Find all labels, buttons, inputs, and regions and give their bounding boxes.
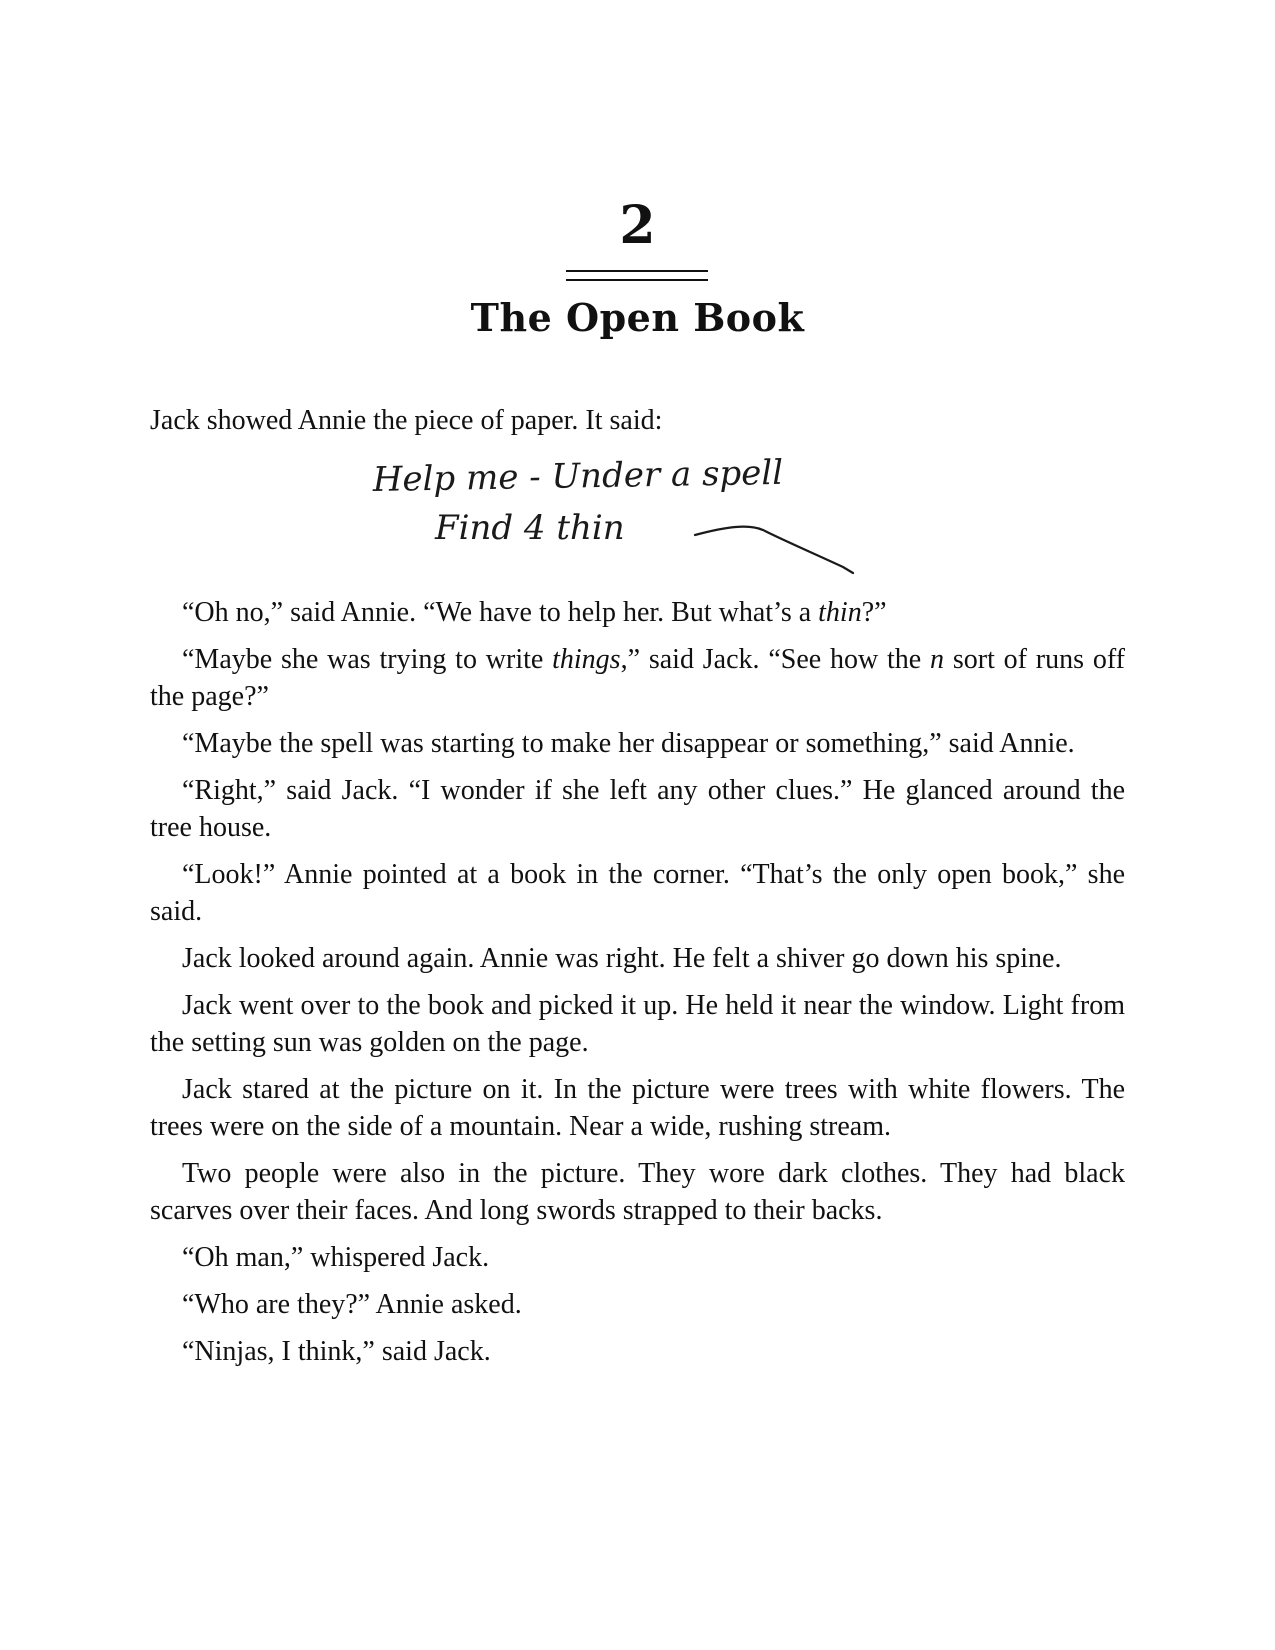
- note-line-2: Find 4 thin: [435, 508, 625, 548]
- paragraph: “Who are they?” Annie asked.: [182, 1289, 522, 1320]
- handwritten-note: [150, 449, 1125, 584]
- note-line-1: Help me - Under a spell: [372, 452, 784, 500]
- paragraph: “Oh no,” said Annie. “We have to help her. But what’s a thin?”: [182, 597, 887, 628]
- chapter-divider-bottom: [566, 279, 708, 281]
- chapter-divider-top: [566, 270, 708, 272]
- paragraph: Jack went over to the book and picked it up. He held it near the window. Light from the setting sun was golden on the page.: [150, 990, 1125, 1058]
- handwritten-note-image: [365, 449, 905, 579]
- paragraph: Jack showed Annie the piece of paper. It said:: [150, 405, 663, 436]
- paragraph: Jack stared at the picture on it. In the picture were trees with white flowers. The trees were on the side of a mountain. Near a wide, rushing stream.: [150, 1074, 1125, 1142]
- paragraph: “Maybe the spell was starting to make her disappear or something,” said Annie.: [182, 728, 1075, 759]
- paragraph: “Look!” Annie pointed at a book in the corner. “That’s the only open book,” she said.: [150, 859, 1125, 927]
- paragraph: “Oh man,” whispered Jack.: [182, 1242, 490, 1273]
- paragraph: “Right,” said Jack. “I wonder if she left any other clues.” He glanced around the tree house.: [150, 775, 1125, 843]
- paragraph: Jack looked around again. Annie was right. He felt a shiver go down his spine.: [182, 943, 1062, 974]
- paragraph: Two people were also in the picture. They wore dark clothes. They had black scarves over their faces. And long swords strapped to their backs.: [150, 1158, 1125, 1226]
- note-trailing-stroke: [695, 527, 853, 573]
- chapter-title: The Open Book: [470, 295, 805, 340]
- paragraph: “Maybe she was trying to write things,” said Jack. “See how the n sort of runs off the page?”: [150, 644, 1125, 712]
- paragraph: “Ninjas, I think,” said Jack.: [182, 1336, 491, 1367]
- chapter-number: 2: [619, 195, 656, 256]
- chapter-body: [150, 402, 1125, 1380]
